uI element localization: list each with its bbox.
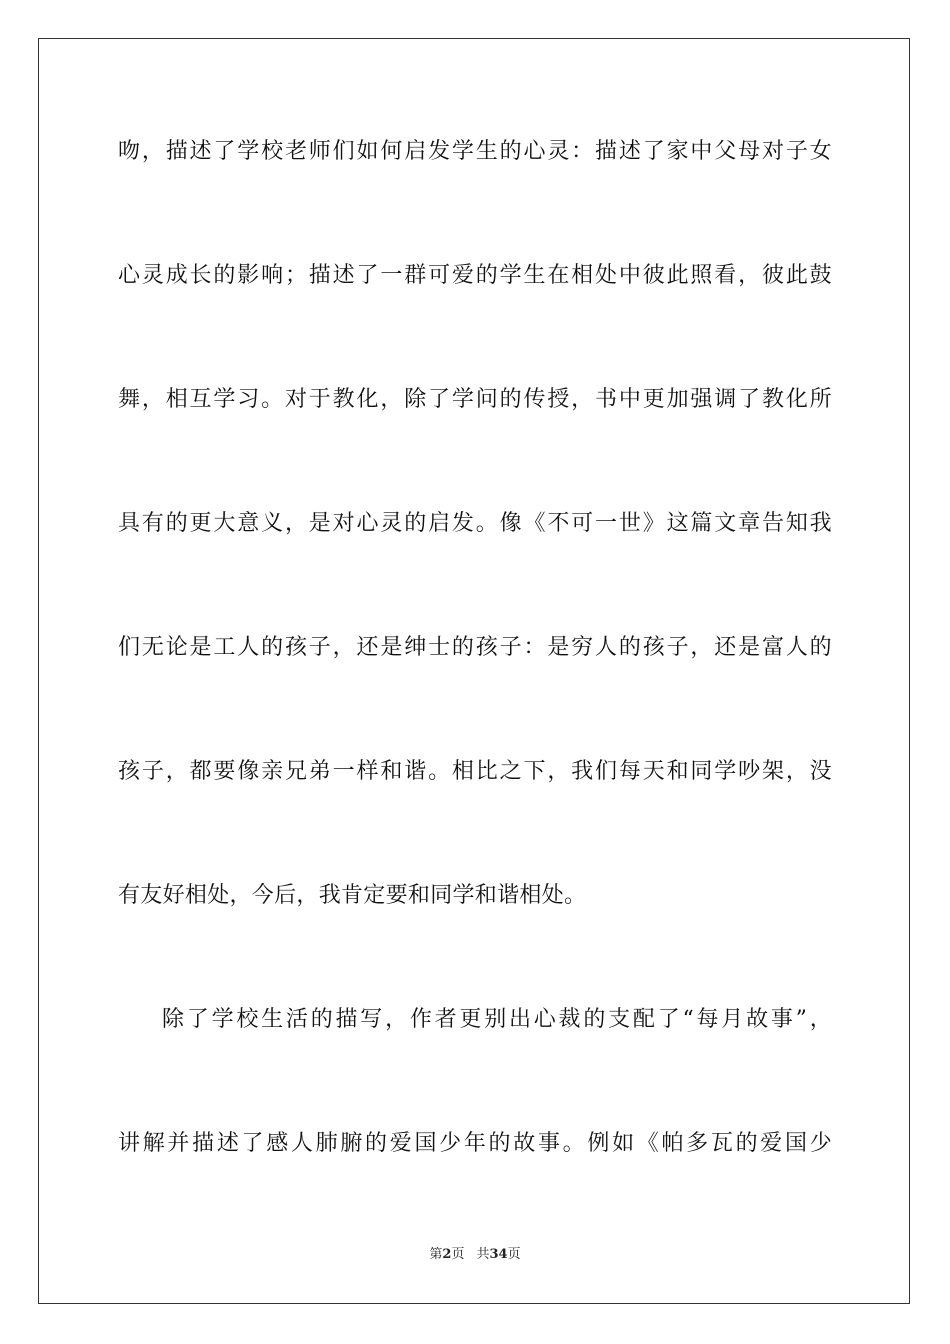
total-page-count: 34 xyxy=(489,1247,508,1262)
paragraph-line-6: 孩子，都要像亲兄弟一样和谐。相比之下，我们每天和同学吵架，没 xyxy=(118,759,832,784)
page-border xyxy=(38,38,910,1304)
paragraph-line-4: 具有的更大意义，是对心灵的启发。像《不可一世》这篇文章告知我 xyxy=(118,511,832,536)
paragraph-line-1: 吻，描述了学校老师们如何启发学生的心灵：描述了家中父母对子女 xyxy=(118,139,832,164)
page-prefix: 第 xyxy=(429,1247,443,1262)
paragraph-line-9: 讲解并描述了感人肺腑的爱国少年的故事。例如《帕多瓦的爱国少 xyxy=(118,1131,832,1156)
total-prefix: 共 xyxy=(476,1247,490,1262)
paragraph-line-7: 有友好相处，今后，我肯定要和同学和谐相处。 xyxy=(118,883,587,908)
current-page-number: 2 xyxy=(442,1247,452,1262)
page-suffix: 页 xyxy=(451,1247,465,1262)
paragraph-line-8: 除了学校生活的描写，作者更别出心裁的支配了“每月故事”， xyxy=(162,1007,832,1032)
paragraph-line-3: 舞，相互学习。对于教化，除了学问的传授，书中更加强调了教化所 xyxy=(118,387,832,412)
paragraph-line-5: 们无论是工人的孩子，还是绅士的孩子：是穷人的孩子，还是富人的 xyxy=(118,635,832,660)
total-suffix: 页 xyxy=(507,1247,521,1262)
page-footer xyxy=(0,1246,950,1264)
paragraph-line-2: 心灵成长的影响；描述了一群可爱的学生在相处中彼此照看，彼此鼓 xyxy=(118,263,832,288)
